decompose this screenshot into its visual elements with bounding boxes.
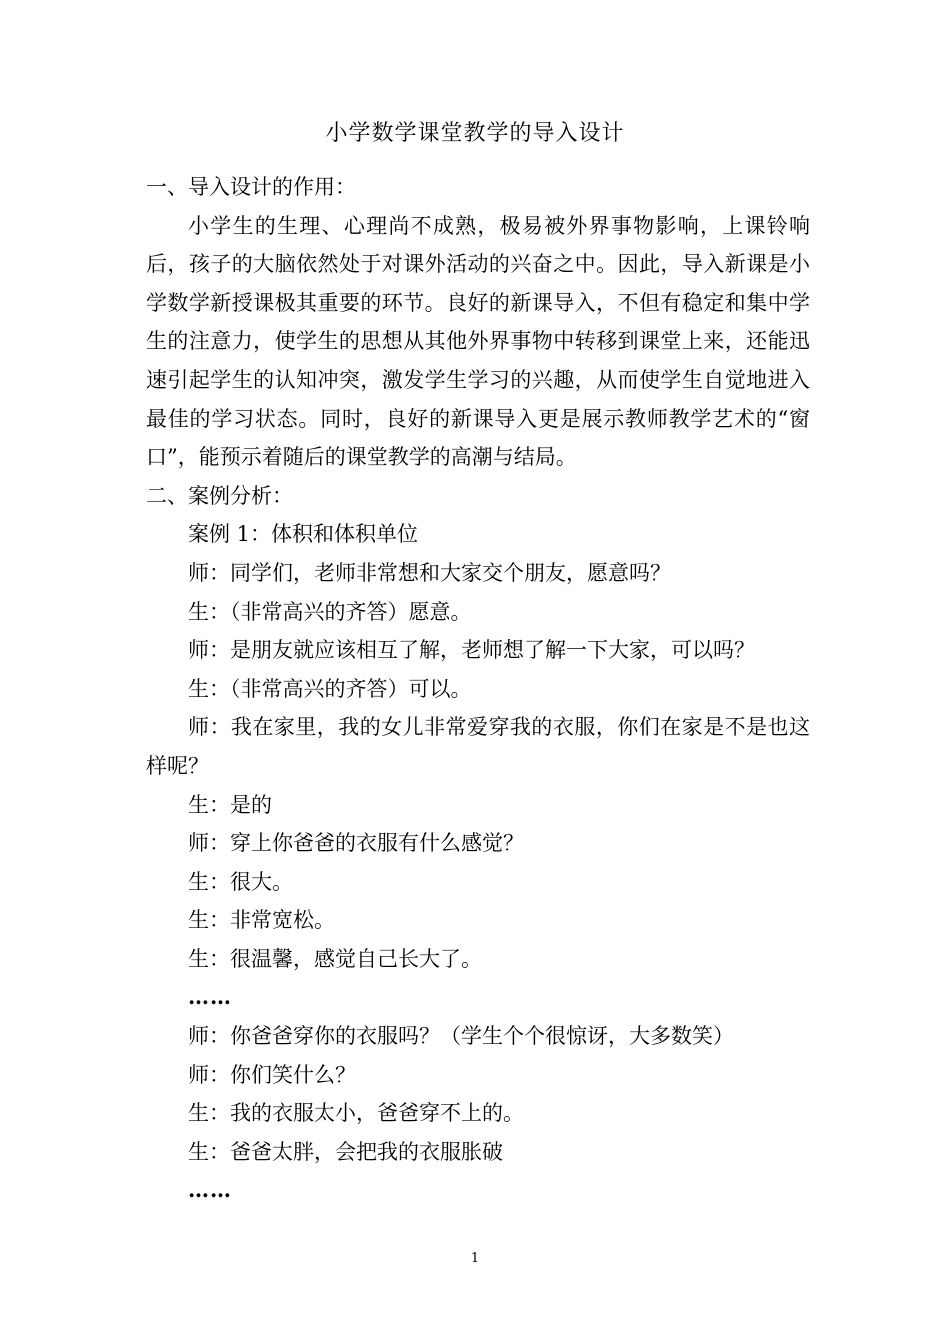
dialogue-line: 生：很大。: [188, 869, 293, 894]
dialogue-line: 生：非常宽松。: [188, 908, 335, 933]
document-title: 小学数学课堂教学的导入设计: [325, 121, 625, 146]
role-paragraph: 小学生的生理、心理尚不成熟，极易被外界事物影响，上课铃响后，孩子的大脑依然处于对课外活动的兴奋之中。因此，导入新课是小学数学新授课极其重要的环节。良好的新课导入，不但有稳定和集中学生的注意力，使学生的思想从其他外界事物中转移到课堂上来，还能迅速引起学生的认知冲突，激发学生学习的兴趣，从而使学生自觉地进入最佳的学习状态。同时，良好的新课导入更是展示教师教学艺术的“窗口”，能预示着随后的课堂教学的高潮与结局。: [146, 213, 810, 470]
ellipsis: ……: [188, 1177, 232, 1203]
dialogue-line: 师：你们笑什么？: [188, 1062, 356, 1087]
dialogue-line: 师：是朋友就应该相互了解，老师想了解一下大家，可以吗？: [188, 638, 755, 663]
dialogue-line: 生：我的衣服太小，爸爸穿不上的。: [188, 1101, 524, 1126]
ellipsis: ……: [188, 984, 232, 1010]
dialogue-line-long: 师：我在家里，我的女儿非常爱穿我的衣服，你们在家是不是也这样呢？: [146, 715, 810, 778]
dialogue-line: 生：很温馨，感觉自己长大了。: [188, 946, 482, 971]
dialogue-line: 师：你爸爸穿你的衣服吗？（学生个个很惊讶，大多数笑）: [188, 1024, 734, 1049]
dialogue-line: 师：穿上你爸爸的衣服有什么感觉？: [188, 831, 524, 856]
dialogue-line: 生：（非常高兴的齐答）可以。: [188, 676, 472, 701]
dialogue-line: 生：（非常高兴的齐答）愿意。: [188, 599, 472, 624]
document-body: [146, 168, 810, 1210]
dialogue-line: 生：爸爸太胖，会把我的衣服胀破: [188, 1139, 503, 1164]
section-heading-role: 一、导入设计的作用：: [146, 175, 356, 199]
dialogue-line: 生：是的: [188, 792, 272, 817]
dialogue-line: 师：同学们，老师非常想和大家交个朋友，愿意吗？: [188, 560, 671, 585]
section-heading-cases: 二、案例分析：: [146, 483, 293, 508]
page-number: 1: [470, 1251, 480, 1266]
case-title: 案例 1：体积和体积单位: [188, 522, 419, 547]
